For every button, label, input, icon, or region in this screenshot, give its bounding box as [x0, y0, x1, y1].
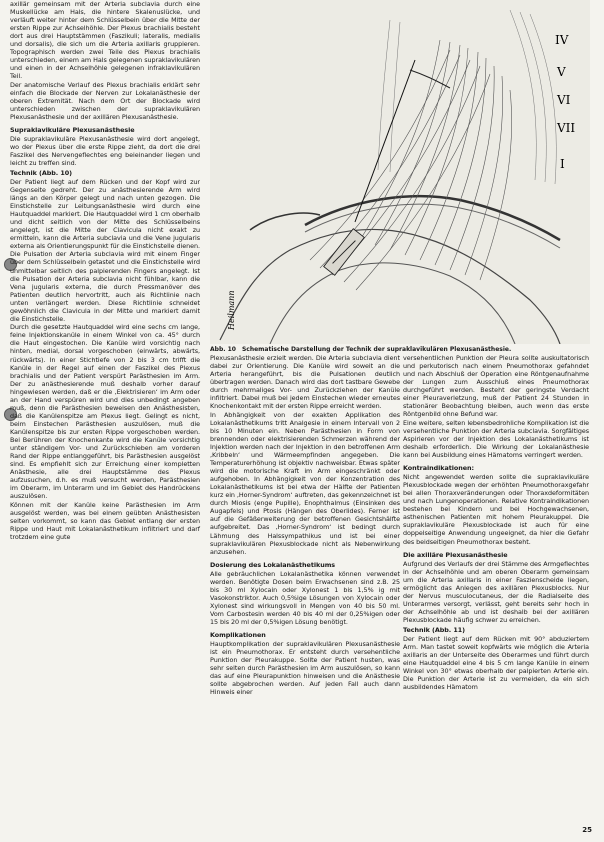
- section-heading: Supraklavikuläre Plexusanästhesie: [10, 126, 135, 135]
- figure-label: VII: [557, 121, 576, 135]
- paragraph: Alle gebräuchlichen Lokalanästhetika können verwendet werden. Benötigte Dosen beim Erwachsenen sind z.B. 25 bis 30 ml Xylocain oder Xylonest 1 bis 1,5% ig mit Vasokonstriktor. Auch 0,5%ige Lösungen von Xylocain oder Xylonest sind wirkungsvoll in Mengen von 40 bis 50 ml. Vom Carbostesin werden 40 bis 40 ml der 0,25%igen oder 15 bis 20 ml der 0,5%igen Lösung benötigt.: [210, 569, 400, 626]
- paragraph: Durch die gesetzte Hautquaddel wird eine sechs cm lange, feine Injektionskanüle in einem Winkel von ca. 45° durch die Haut eingestochen. Die Kanüle wird vorsichtig nach hinten, medial, dorsal vorgeschoben (einwärts, abwärts, rückwärts). In einer Stichtiefe von 2 bis 3 cm trifft die Kanüle in der Regel auf einen der Faszikel des Plexus brachialis und der Patient verspürt Parästhesien im Arm. Der zu anästhesierende muß deshalb vorher darauf hingewiesen werden, daß er die ‚Elektrisieren‘ im Arm oder an der Hand verspüren wird und dies unbedingt angeben muß, denn die Parästhesien beweisen den Anästhesisten, daß die Kanülenspitze am Plexus liegt. Gelingt es nicht, beim Einstechen Parästhesien auszulösen, muß die Kanülenspitze bis zur ersten Rippe vorgeschoben werden. Bei Berühren der Knochenkante wird die Kanüle vorsichtig unter ständigem Vor- und Zurückschieben am vorderen Rand der Rippe entlanggeführt, bis Parästhesien ausgelöst sind. Es empfiehlt sich zur Erreichung einer kompletten Anästhesie, alle drei Hauptstämme des Plexus aufzusuchen, d.h. es muß versucht werden, Parästhesien im Oberarm, im Unterarm und im Gebiet des Handrückens auszulösen.: [10, 323, 200, 501]
- middle-column: [210, 354, 400, 697]
- figure-label: I: [560, 157, 565, 171]
- caption-text: Schematische Darstellung der Technik der supraklavikulären Plexusanästhesie.: [241, 346, 512, 353]
- section-heading: Dosierung des Lokalanästhetikums: [210, 560, 336, 569]
- paragraph: Der anatomische Verlauf des Plexus brachialis erklärt sehr einfach die Blockade der Nerven zur Lokalanästhesie der oberen Extremität. Nach dem Ort der Blockade wird unterschieden zwischen der supraklavikulären Plexusanästhesie und der axillären Plexusanästhesie.: [10, 80, 200, 122]
- paragraph: Nicht angewendet werden sollte die supraklavikuläre Plexusblockade wegen der erhöhten Pneumothoraxgefahr bei allen Thoraxveränderungen oder Thoraxdeformitäten und nach Lungenoperationen. Relative Kontraindikationen bestehen bei Kindern und bei Hochgewachsenen, asthenischen Patienten mit hohem Pleurakuppel. Die supraklavikuläre Plexusblockade ist auch für eine doppelseitige Anwendung ungeeignet, da hier die Gefahr des beidseitigen Pneumothorax besteht.: [403, 473, 589, 546]
- figure-label: VI: [557, 93, 571, 107]
- right-column: [403, 354, 589, 691]
- page-number: 25: [582, 826, 592, 834]
- paragraph: Plexusanästhesie erzielt werden. Die Arteria subclavia dient dabei zur Orientierung. Die Kanüle wird soweit an die Arteria herangeführt, bis die Pulsationen deutlich übertragen werden. Danach wird das dort tastbare Gewebe durch mehrmaliges Vor- und Zurückziehen der Kanüle infiltriert. Dabei muß bei jedem Einstechen wieder erneutes Knochenkontakt mit der ersten Rippe erreicht werden.: [210, 354, 400, 411]
- paragraph: versehentlichen Punktion der Pleura sollte auskultatorisch und perkutorisch nach einem Pneumothorax gefahndet und nach Abschluß der Operation eine Röntgenaufnahme der Lungen zum Ausschluß eines Pneumothorax durchgeführt werden. Besteht der geringste Verdacht einer Pleuraverletzung, muß der Patient 24 Stunden in stationärer Beobachtung bleiben, auch wenn das erste Röntgenbild ohne Befund war.: [403, 354, 589, 419]
- figure-label: IV: [555, 33, 569, 47]
- paragraph: axillär gemeinsam mit der Arteria subclavia durch eine Muskellücke am Hals, die hintere Skalenuslücke, und verläuft weiter hinter dem Schlüsselbein über die Mitte der ersten Rippe zur Achselhöhle. Der Plexus brachialis besteht dort aus drei Hauptstämmen (Faszikuli; lateralis, medialis und dorsalis), die sich um die Arteria axillaris gruppieren. Topographisch werden zwei Teile des Plexus brachialis unterschieden, einem am Hals gelegenen supraklavikulären und einen in der Achselhöhle gelegenen infraklavikulären Teil.: [10, 0, 200, 81]
- section-heading: Komplikationen: [210, 631, 266, 640]
- subheading: Technik (Abb. 10): [10, 169, 73, 178]
- artist-signature: Heilmann: [227, 290, 236, 330]
- paragraph: Eine weitere, selten lebensbedrohliche Komplikation ist die versehentliche Punktion der Arteria subclavia. Sorgfältiges Aspirieren vor der Injektion des Lokalanästhetikums ist deshalb erforderlich. Die Wirkung der Lokalanästhesie kann bei Ausbildung eines Hämatoms verringert werden.: [403, 418, 589, 460]
- left-column: [10, 0, 200, 542]
- figure-caption: [210, 346, 600, 353]
- paragraph: Hauptkomplikation der supraklavikulären Plexusanästhesie ist ein Pneumothorax. Er entsteht durch versehentliche Punktion der Pleurakuppe. Sollte der Patient husten, was sehr selten durch Parästhesien im Arm auszulösen, so kann das auf eine Pleurapunktion hinweisen und die Anästhesie sollte abgebrochen werden. Auf jeden Fall auch dann Hinweis einer: [210, 640, 400, 697]
- subheading: Technik (Abb. 11): [403, 626, 466, 634]
- figure-label: V: [557, 65, 566, 79]
- caption-label: Abb. 10: [210, 346, 236, 353]
- section-heading: Kontraindikationen:: [403, 464, 475, 473]
- paragraph: Aufgrund des Verlaufs der drei Stämme des Armgeflechtes in der Achselhöhle und am oberen Oberarm gemeinsam um die Arteria axillaris in einer Faszienscheide liegen, ermöglicht das Anlegen des axillären Plexusblocks. Nur der Nervus musculocutaneus, der die Radialseite des Unterarmes versorgt, verlässt, geht bereits sehr hoch in der Achselhöhle ab und ist deshalb bei der axillären Plexusblockade häufig schwer zu erreichen.: [403, 559, 589, 624]
- paragraph: Die supraklavikuläre Plexusanästhesie wird dort angelegt, wo der Plexus über die erste Rippe zieht, da dort die drei Faszikel des Nervengeflechtes eng beieinander liegen und leicht zu treffen sind.: [10, 135, 200, 168]
- paragraph: Der Patient liegt auf dem Rücken und der Kopf wird zur Gegenseite gedreht. Der zu anästhesierende Arm wird längs an den Körper gelegt und nach unten gezogen. Die Einstichstelle zur Leitungsanästhesie wird durch eine Hautquaddel markiert. Die Hautquaddel wird 1 cm oberhalb und dicht seitlich von der Mitte des Schlüsselbeins angelegt, ist die Mitte der Clavicula nicht exakt zu ermitteln, kann die Arteria subclavia und die Vene jugularis externa als Orientierungspunkt für die Einstichstelle dienen. Die Pulsation der Arteria subclavia wird mit einem Finger über dem Schlüsselbein getastet und die Einstichstelle wird unmittelbar seitlich des palpierenden Fingers angelegt. Ist die Pulsation der Arteria subclavia nicht fühlbar, kann die Vena jugularis externa, die durch Pressmanöver des Patienten deutlich hervortritt, auch als Richtlinie nach unten verlängert werden. Diese Richtlinie schneidet gewöhnlich die Clavicula in der Mitte und markiert damit die Einstichstelle.: [10, 177, 200, 323]
- figure-drawing: [210, 0, 590, 344]
- paragraph: Der Patient liegt auf dem Rücken mit 90° abduziertem Arm. Man tastet soweit kopfwärts wie möglich die Arteria axillaris an der Unterseite des Oberarmes und führt durch eine Hautquaddel eine 4 bis 5 cm lange Kanüle in einem Winkel von 30° etwas oberhalb der palpierten Arterie ein. Die Punktion der Arterie ist zu vermeiden, da ein sich ausbildendes Hämatom: [403, 634, 589, 691]
- anatomical-figure: [210, 0, 590, 344]
- paragraph: Können mit der Kanüle keine Parästhesien im Arm ausgelöst werden, was bei einem geübten Anästhesisten selten vorkommt, so kann das Gebiet entlang der ersten Rippe und Haut mit Lokalanästhetikum infiltriert und darf trotzdem eine gute: [10, 500, 200, 542]
- paragraph: In Abhängigkeit von der exakten Applikation des Lokalanästhetikums tritt Analgesie in einem Intervall von 2 bis 10 Minuten ein. Neben Parästhesien in Form von brennenden oder elektrisierenden Schmerzen während der Injektion werden nach der Injektion in den betroffenen Arm ‚Kribbeln‘ und Wärmeempfinden angegeben. Die Temperaturerhöhung ist objektiv nachweisbar. Etwas später wird die motorische Kraft im Arm eingeschränkt oder aufgehoben. In Abhängigkeit von der Konzentration des Lokalanästhetikums ist bei etwa der Hälfte der Patienten kurz ein ‚Horner-Syndrom‘ auftreten, das gekennzeichnet ist durch Miosis (enge Pupille), Enophthalmus (Einsinken des Augapfels) und Ptosis (Hängen des Oberlides). Ferner ist auf die Gefäßerweiterung der betroffenen Gesichtshälfte aufgebreitet. Das ‚Horner-Syndrom‘ ist bedingt durch Lähmung des Halssympathikus und ist bei einer supraklavikulären Plexusblockade nicht als Nebenwirkung anzusehen.: [210, 410, 400, 556]
- section-heading: Die axilläre Plexusanästhesie: [403, 550, 508, 559]
